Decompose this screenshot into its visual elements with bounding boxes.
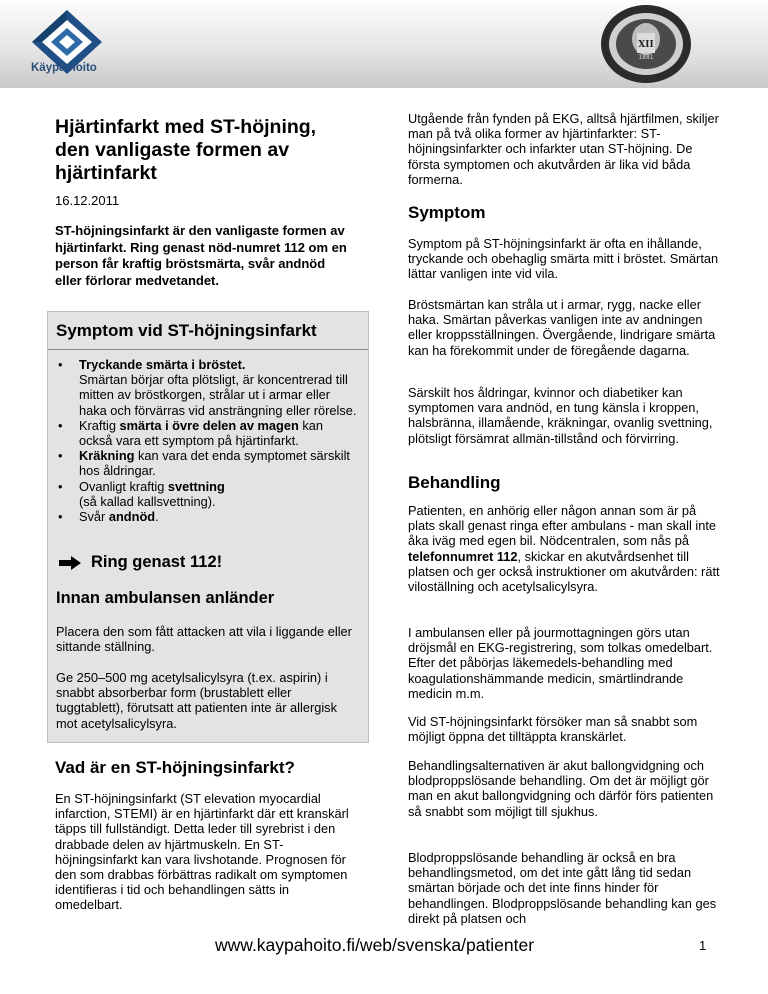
- bullet-text: .: [155, 509, 159, 525]
- box-paragraph: Ge 250–500 mg acetylsalicylsyra (t.ex. aspirin) i snabbt absorberbar form (brustablett eller tuggtablett), förutsatt att patienten inte är allergisk mot acetylsalicylsyra.: [56, 670, 337, 731]
- paragraph-text: , skickar en akutvårdsenhet till platsen och ger också instruktioner om akutvården: rätt viloställning och acetylsalicylsyra.: [408, 548, 720, 595]
- call-112-callout: [59, 553, 222, 572]
- list-item: [48, 509, 358, 524]
- section-paragraph: Behandlingsalternativen är akut ballongvidgning och blodproppslösande behandling. Om det är möjligt gör man en akut ballongvidgning och därför förs patienten så snabbt som möjligt till sjukhus.: [408, 758, 714, 819]
- page-title: Hjärtinfarkt med ST-höjning, den vanligaste formen av hjärtinfarkt: [55, 116, 317, 184]
- bullet-text: kan också vara ett symptom på hjärtinfarkt.: [79, 417, 323, 449]
- bullet-text: Smärtan börjar ofta plötsligt, är koncentrerad till mitten av bröstkorgen, strålar ut i armar eller haka och förvärras vid ansträngning eller rörelse.: [79, 372, 357, 418]
- logo-text: Käypä hoito: [31, 62, 97, 74]
- duodecim-seal: [599, 3, 693, 85]
- lead-paragraph: ST-höjningsinfarkt är den vanligaste formen av hjärtinfarkt. Ring genast nöd-numret 112 om en person får kraftig bröstsmärta, svår andnöd eller förlorar medvetandet.: [55, 223, 347, 288]
- box-paragraph: Placera den som fått attacken att vila i liggande eller sittande ställning.: [56, 624, 352, 655]
- bullet-bold: Kräkning: [79, 448, 135, 464]
- section-heading: Behandling: [408, 473, 501, 492]
- bullet-text: (så kallad kallsvettning).: [79, 493, 216, 509]
- box-divider: [48, 349, 368, 350]
- list-item: [48, 357, 358, 418]
- bullet-bold: Tryckande smärta i bröstet.: [79, 357, 246, 372]
- paragraph-text: Patienten, en anhörig eller någon annan som är på plats skall genast ringa efter ambulans - man skall inte åka iväg med egen bil. Nödcentralen, som nås på: [408, 503, 716, 549]
- intro-paragraph: Utgående från fynden på EKG, alltså hjärtfilmen, skiljer man på två olika former av hjärtinfarkter: ST-höjningsinfarkter och infarkter utan ST-höjning. De första symptomen och akutvården är lika vid båda formerna.: [408, 111, 719, 187]
- bullet-bold: andnöd: [108, 509, 156, 525]
- list-item: [48, 418, 358, 448]
- section-paragraph: Blodproppslösande behandling är också en bra behandlingsmetod, om det inte gått lång tid sedan smärtan började och det inte finns hinder för behandlingen. Blodproppslösande behandling kan ges direkt på platsen och: [408, 850, 717, 926]
- footer-url[interactable]: www.kaypahoito.fi/web/svenska/patienter: [215, 935, 535, 955]
- bullet-text: Kraftig: [79, 417, 120, 433]
- section-paragraph: Vid ST-höjningsinfarkt försöker man så snabbt som möjligt öppna det tilltäppta kranskärlet.: [408, 714, 698, 745]
- symptom-box: [47, 311, 369, 743]
- phone-number-text: telefonnumret 112: [408, 548, 518, 564]
- arrow-right-icon: [59, 556, 81, 570]
- section-paragraph: [408, 503, 720, 594]
- symptom-list: [48, 357, 358, 524]
- list-item: [48, 479, 358, 509]
- section-paragraph: Bröstsmärtan kan stråla ut i armar, rygg, nacke eller haka. Smärtan påverkas vanligen inte av andningen eller kroppsställningen. Övergående, lindrigare smärta kan ha förekommit under de föregående dagarna.: [408, 297, 716, 358]
- section-paragraph: Symptom på ST-höjningsinfarkt är ofta en ihållande, tryckande och obehaglig smärta mitt i bröstet. Smärtan lättar vanligen inte vid vila.: [408, 236, 719, 282]
- bullet-text: kan vara det enda symptomet särskilt hos åldringar.: [79, 448, 350, 479]
- bullet-bold: smärta i övre delen av magen: [119, 417, 299, 433]
- page-number: 1: [699, 938, 707, 953]
- section-paragraph: En ST-höjningsinfarkt (ST elevation myocardial infarction, STEMI) är en hjärtinfarkt där ett kranskärl täpps till fullständigt. Detta leder till syrebrist i den drabbade delen av hjärtmuskeln. En ST-höjningsinfarkt kan vara livshotande. Prognosen för den som drabbas förbättras radikalt om symptomen identifieras i tid och behandlingen sätts in omedelbart.: [55, 791, 349, 913]
- section-paragraph: Särskilt hos åldringar, kvinnor och diabetiker kan symptomen vara andnöd, en tung känsla i kroppen, halsbränna, illamående, kräkningar, ovanlig svettning, plötsligt försämrat allmän-tillstånd och förvirring.: [408, 385, 713, 446]
- section-heading: Symptom: [408, 203, 486, 222]
- bullet-text: Ovanligt kraftig: [79, 478, 168, 494]
- section-paragraph: I ambulansen eller på jourmottagningen görs utan dröjsmål en EKG-registrering, som tolkas omedelbart. Efter det påbörjas läkemedels-behandling med koagulationshämmande medicin, smärtlindrande medicin m.m.: [408, 625, 713, 701]
- svg-text:1881: 1881: [638, 54, 654, 61]
- svg-text:XII: XII: [638, 40, 654, 50]
- publication-date: 16.12.2011: [55, 193, 120, 208]
- bullet-text: Svår: [79, 509, 109, 525]
- list-item: [48, 448, 358, 478]
- section-heading: Vad är en ST-höjningsinfarkt?: [55, 758, 295, 777]
- bullet-bold: svettning: [167, 478, 225, 494]
- box-subheading: Innan ambulansen anländer: [56, 589, 275, 607]
- call-112-text: Ring genast 112!: [91, 553, 223, 571]
- box-heading: Symptom vid ST-höjningsinfarkt: [56, 321, 317, 340]
- header-banner: [0, 0, 768, 88]
